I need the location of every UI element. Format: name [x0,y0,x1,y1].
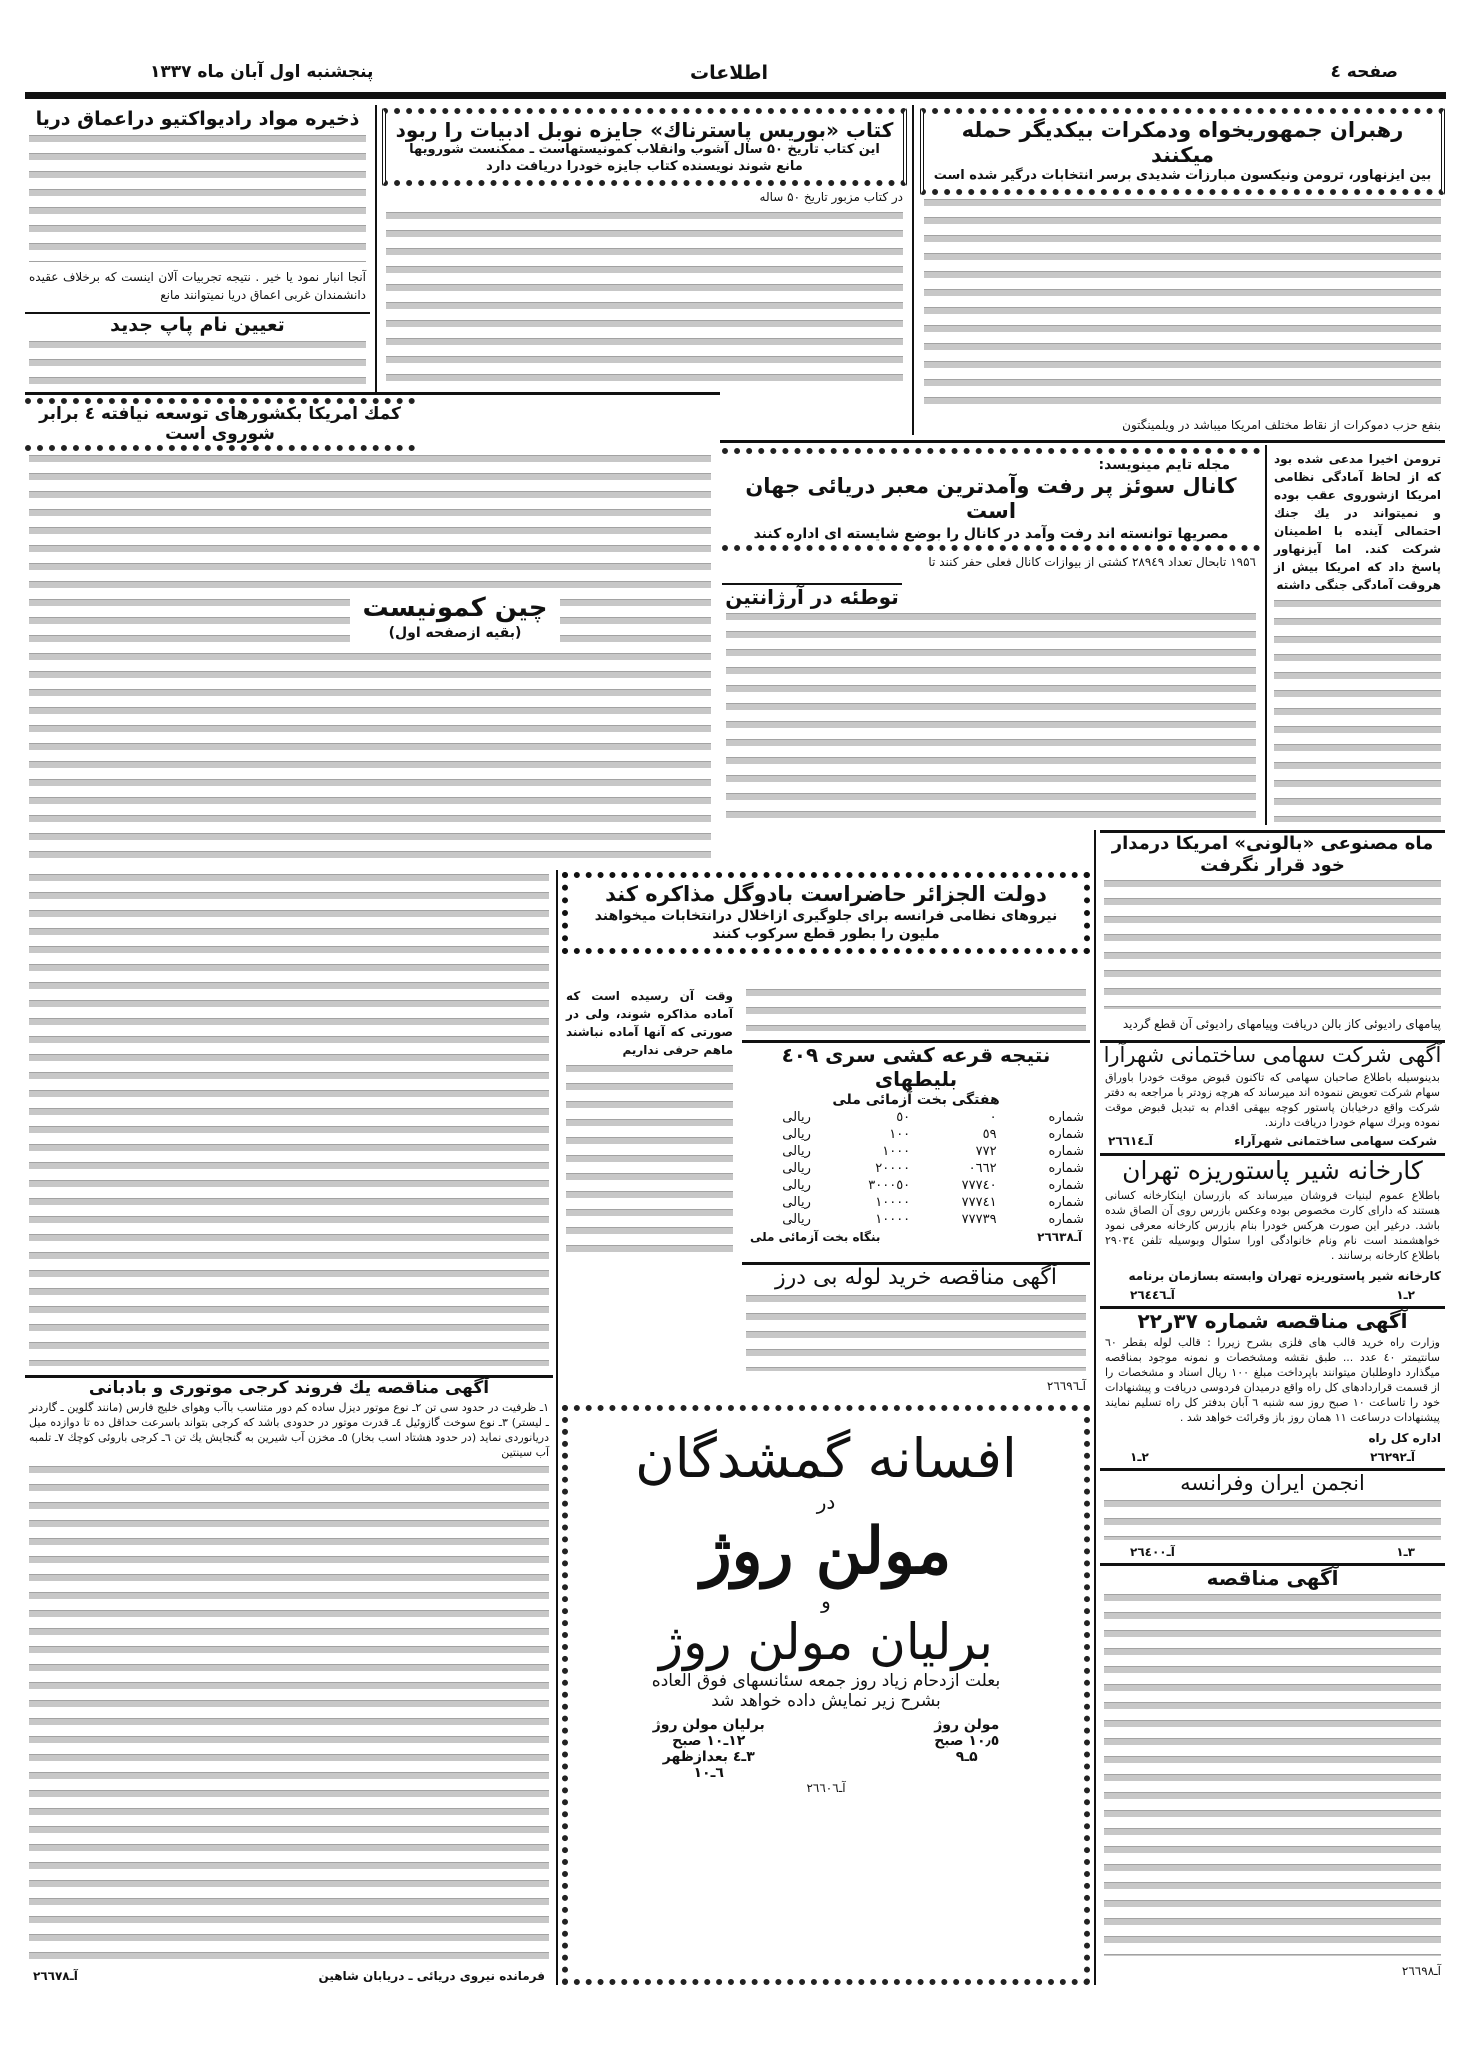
headline: ماه مصنوعی «بالونی» امریکا درمدار خود قرار نگرفت [1111,833,1434,876]
movie-connector: و [821,1589,831,1613]
body-text [29,455,711,862]
lottery-prize: ۱٠٠ [889,1127,911,1143]
ad-sign: فرمانده نیروی دریائی ـ دریابان شاهین [318,1969,545,1983]
lottery-num: ۷۷۷۳۹ [961,1212,997,1228]
lottery-num: ٥٩ [982,1127,997,1143]
headline: رهبران جمهوریخواه ودمکرات بیکدیگر حمله میکنند [961,118,1404,168]
ad-body: بدینوسیله باطلاع صاحبان سهامی که تاکنون قبوض موقت خودرا باوراق سهام شرکت تعویض ننموده اند میرساند که هرچه زودتر با مراجعه به دفتر شرکت واقع درخیابان پاستور کوچه بیهقی اقدام به تبدیل قبوض موقت نموده وبرك سهام خودرا دریافت دارند. [1105,1071,1440,1130]
body-text [1104,1594,1441,1956]
article-gop [920,108,1445,436]
ad-iran-france [1100,1468,1445,1563]
article-truman [1270,448,1445,826]
showtime: ٦ـ۱٠ [693,1765,724,1781]
article-radioactive [25,108,370,306]
ad-shahrara [1100,1040,1445,1153]
ad-title: آگهی مناقصه یك فروند کرجی موتوری و بادبانی [88,1378,490,1398]
body-text [746,1295,1086,1371]
headline: چین کمونیست [362,593,548,623]
rule [720,440,1445,443]
lottery-num: ۷۷۷٤٠ [961,1178,997,1194]
ad-code: آـ۲٦٦۷٨ [33,1969,78,1983]
ad-milk-factory [1100,1153,1445,1306]
showtime-cinema: برلیان مولن روژ [652,1717,765,1733]
body-text [1104,880,1441,1009]
page-number: صفحه ٤ [1330,62,1398,82]
showtime: ۱٠٫٥ صبح [934,1733,1000,1749]
body-text [29,135,366,262]
body-text [726,613,1256,822]
kicker: مجله تایم مینویسد: [1098,457,1230,473]
ad-title: آگهی مناقصه [1206,1566,1339,1591]
lottery-label: شماره [1048,1178,1084,1194]
article-pope [25,312,370,390]
lottery-prize: ٥٠ [896,1110,911,1126]
subheadline: بین ایزنهاور، ترومن ونیکسون مبارزات شدیدی برسر انتخابات درگیر شده است [933,168,1432,184]
ad-sign: شرکت سهامی ساختمانی شهرآراء [1234,1134,1437,1149]
headline: کمك امریکا بکشورهای توسعه نیافته ٤ برابر شوروی است [25,398,415,451]
article-algeria-body [25,870,553,1370]
showtime-cinema: مولن روژ [934,1717,1000,1733]
lottery-label: شماره [1048,1110,1084,1126]
article-satellite [1100,830,1445,1035]
lottery-prize: ۱٠٠٠٠ [875,1212,911,1228]
ad-tender [1100,1563,1445,1985]
body-text [1104,1500,1441,1540]
lottery-label: شماره [1048,1212,1084,1228]
lottery-unit: ریالی [782,1144,811,1160]
movie-note: بعلت ازدحام زیاد روز جمعه سئانسهای فوق العاده [651,1671,1001,1691]
newspaper-name: اطلاعات [690,62,769,84]
lottery-unit: ریالی [782,1195,811,1211]
article-algeria-col2 [742,985,1090,1035]
body-text [746,989,1086,1031]
article-pasternak [382,108,907,390]
lottery-label: شماره [1048,1161,1084,1177]
lottery-row [742,1194,1090,1211]
column-divider [1094,830,1096,1985]
subheadline: این کتاب تاریخ ۵۰ سال آشوب وانقلاب کمونیستهاست ـ ممکنست شورویها [409,142,880,157]
lottery-title: نتیجه قرعه کشی سری ٤٠٩ بلیطهای [781,1043,1051,1091]
lottery-label: شماره [1048,1144,1084,1160]
ad-run: ۳ـ۱ [1396,1545,1415,1560]
body-snippet: در کتاب مزبور تاریخ ۵۰ ساله [759,189,903,204]
lottery-unit: ریالی [782,1178,811,1194]
body-text [29,341,366,386]
column-divider [912,105,914,435]
body-snippet: پیامهای رادیوئی کاز بالن دریافت وپیامهای رادیوئی آن قطع گردید [1122,1017,1441,1031]
lottery-prize: ۱٠٠٠ [882,1144,911,1160]
headline: توطئه در آرژانتین [725,584,899,609]
lottery-label: شماره [1048,1127,1084,1143]
body-snippet: بنفع حزب دموکرات از نقاط مختلف امریکا میباشد در ویلمینگتون [1122,418,1441,432]
ad-code: آـ۲٦٦۳۸ [1037,1230,1082,1245]
ad-code: آـ۲٦٦٠٦ [806,1781,846,1795]
article-china [350,590,560,645]
lottery-row [742,1126,1090,1143]
lottery-num: ۷۷۷٤۱ [961,1195,997,1211]
headline: دولت الجزائر حاضراست بادوگل مذاکره کند [605,882,1047,906]
lottery-unit: ریالی [782,1212,811,1228]
lottery-row [742,1143,1090,1160]
showtimes [568,1717,1084,1781]
ad-movie [562,1405,1090,1985]
body-snippet: وقت آن رسیده است که آماده مذاکره شوند، ولی در صورتی که آنها آماده نباشند ماهم حرفی نداریم [566,989,733,1057]
body-text [566,1065,733,1253]
headline-box [382,108,907,186]
headline: کانال سوئز پر رفت وآمدترین معبر دریائی جهان است [745,474,1237,524]
lottery-row [742,1160,1090,1177]
ad-code: آـ۲٦٦۹٨ [1401,1964,1441,1978]
lottery-row [742,1109,1090,1126]
article-argentina [722,583,902,609]
ad-title: انجمن ایران وفرانسه [1180,1471,1365,1496]
subheadline: (بقیه ازصفحه اول) [388,625,522,642]
ad-code: آـ۲٦٤٠٠ [1130,1545,1175,1560]
ad-code: آـ۲٦٦۱٤ [1108,1134,1153,1149]
body-snippet: ۱۹۵٦ تابحال تعداد ۲۸۹٤۹ کشتی از بیوازات کانال فعلی حفر کنند تا [928,554,1256,569]
movie-connector: در [816,1490,836,1514]
lottery-org: بنگاه بخت آزمائی ملی [750,1230,881,1245]
ad-code: آـ۲٦٤٤٦ [1130,1288,1175,1303]
article-algeria [562,872,1090,954]
ad-code: آـ۲٦٦۹٦ [1046,1379,1086,1393]
movie-title: افسانه گمشدگان [635,1427,1017,1490]
subheadline: مانع شوند نویسنده کتاب جایزه خودرا دریافت دارد [486,158,803,174]
cinema-name-2: برلیان مولن روژ [659,1613,993,1671]
headline: تعیین نام پاپ جدید [110,314,285,336]
showtime: ۱۲ـ۱٠ صبح [672,1733,746,1749]
body-text [29,874,549,1366]
article-suez [722,448,1260,826]
body-text [1274,600,1441,822]
lottery-results [742,1040,1090,1260]
ad-run: ۲ـ۱ [1396,1288,1415,1303]
lottery-prize: ۲٠٠٠٠ [875,1161,911,1177]
column-divider [375,105,377,395]
body-text [386,212,903,386]
ad-title: آگهی مناقصه شماره ۳۷ر۲۲ [1137,1309,1408,1334]
ad-tender-2237 [1100,1306,1445,1468]
lottery-num: ٠٦٦۲ [968,1161,997,1177]
movie-note: بشرح زیر نمایش داده خواهد شد [711,1691,941,1711]
issue-date: پنجشنبه اول آبان ماه ۱۳۳۷ [150,62,374,82]
subheadline: مصریها توانسته اند رفت وآمد در کانال را بوضع شایسته ای اداره کنند [753,525,1229,542]
lottery-subtitle: هفتگی بخت آزمائی ملی [832,1092,1000,1108]
ad-body: وزارت راه خرید قالب های فلزی بشرح زیررا : قالب لوله بقطر ٦٠ سانتیمتر ٤٠ عدد ... طبق نقشه ومشخصات و نمونه موجود بمناقصه میگذارد داوطلبان میتوانند باپرداخت مبلغ ۱٠٠ ریال اسناد و مشخصات را از قسمت قراردادهای کل راه واقع درمیدان فردوسی دریافت و پیشنهادات خود را تاساعت ۱٠ صبح روز سه شنبه ٦ آبان بدفتر کل راه تسلیم نمایند پیشنهادات درساعت ۱۱ همان روز باز وقرائت خواهد شد . [1105,1336,1441,1425]
masthead-rule [25,92,1446,99]
subheadline: نیروهای نظامی فرانسه برای جلوگیری ازاخلال درانتخابات میخواهند ملیون را بطور قطع سرکوب کنند [594,908,1058,943]
ad-run: ۲ـ۱ [1130,1450,1149,1465]
headline: کتاب «بوریس پاسترناك» جایزه نوبل ادبیات را ربود [395,118,894,142]
lottery-prize: ۱٠٠٠٠ [875,1195,911,1211]
column-divider [1265,445,1267,825]
ad-title: آگهی شرکت سهامی ساختمانی شهرآرا [1103,1043,1442,1067]
lottery-unit: ریالی [782,1110,811,1126]
column-divider [556,870,558,1985]
lottery-prize: ۳٠٠٠٥٠ [868,1178,911,1194]
ad-sign: اداره کل راه [1368,1431,1441,1446]
headline-box [722,448,1260,551]
article-algeria-col [562,985,737,1257]
ad-pipe-tender [742,1262,1090,1397]
ad-body: باطلاع عموم لبنیات فروشان میرساند که بازرسان اینکارخانه کسانی هستند که دارای کارت مخصوص بوده وعکس بازرس روی آن الصاق شده باشد. درغیر این صورت هرکس خودرا بنام بازرس کارخانه معرفی نمود خواهشمند است نام ونام خانوادگی اورا سئوال وبوسیله تلفن ۲۹٠۳٤ باطلاع کارخانه برسانند . [1105,1189,1440,1263]
body-snippet: ترومن اخیرا مدعی شده بود که از لحاظ آمادگی نظامی امریکا ازشوروی عقب بوده و نمیتواند در یك جنك احتمالی آینده با اطمینان شرکت کند. اما آیزنهاور پاسخ داد که امریکا بیش از هروقت آمادگی جنگی داشته [1274,452,1441,592]
body-snippet: آنجا انبار نمود یا خیر . نتیجه تجربیات آلان اینست که برخلاف عقیده دانشمندان غربی اعماق دریا نمیتوانند مانع [29,270,366,302]
lottery-row [742,1177,1090,1194]
lottery-table [742,1109,1090,1228]
showtime: ۵ـ۹ [955,1749,978,1765]
lottery-num: ۷۷۲ [975,1144,997,1160]
cinema-name: مولن روژ [700,1514,952,1589]
headline-box [920,108,1445,195]
rule [25,392,720,395]
headline: ذخیره مواد رادیواکتیو دراعماق دریا [35,108,360,130]
ad-title: آگهی مناقصه خرید لوله بی درز [774,1265,1058,1290]
ad-boat-tender [25,1375,553,1985]
lottery-unit: ریالی [782,1161,811,1177]
showtime: ۳ـ٤ بعدازظهر [662,1749,755,1765]
lottery-unit: ریالی [782,1127,811,1143]
right-ads-column [1100,1040,1445,1985]
ad-body: ۱ـ ظرفیت در حدود سی تن ۲ـ نوع موتور دیزل ساده کم دور متناسب باآب وهوای خلیج فارس (مانند گلوین ـ گاردنر ـ لیستر) ۳ـ نوع سوخت گازوئیل ٤ـ قدرت موتور در حدودی باشد که کرجی بتواند باسرعت حداقل ده تا دوازده میل دریانوردی نماید (در حدود هشتاد اسب بخار) ٥ـ مخزن آب شیرین به گنجایش یك تن ٦ـ کرجی باروئی کوچك ۷ـ تلمبه آب سینتین [29,1401,549,1460]
ad-title: کارخانه شیر پاستوریزه تهران [1122,1156,1423,1186]
ad-code: آـ۲٦۲۹۲ [1370,1450,1415,1465]
lottery-num: ٠ [989,1110,997,1126]
lottery-row [742,1211,1090,1228]
lottery-label: شماره [1048,1195,1084,1211]
body-text [29,1466,549,1963]
ad-sign: کارخانه شیر پاستوریزه تهران وابسته بسازمان برنامه [1128,1269,1441,1284]
body-text [924,199,1441,410]
